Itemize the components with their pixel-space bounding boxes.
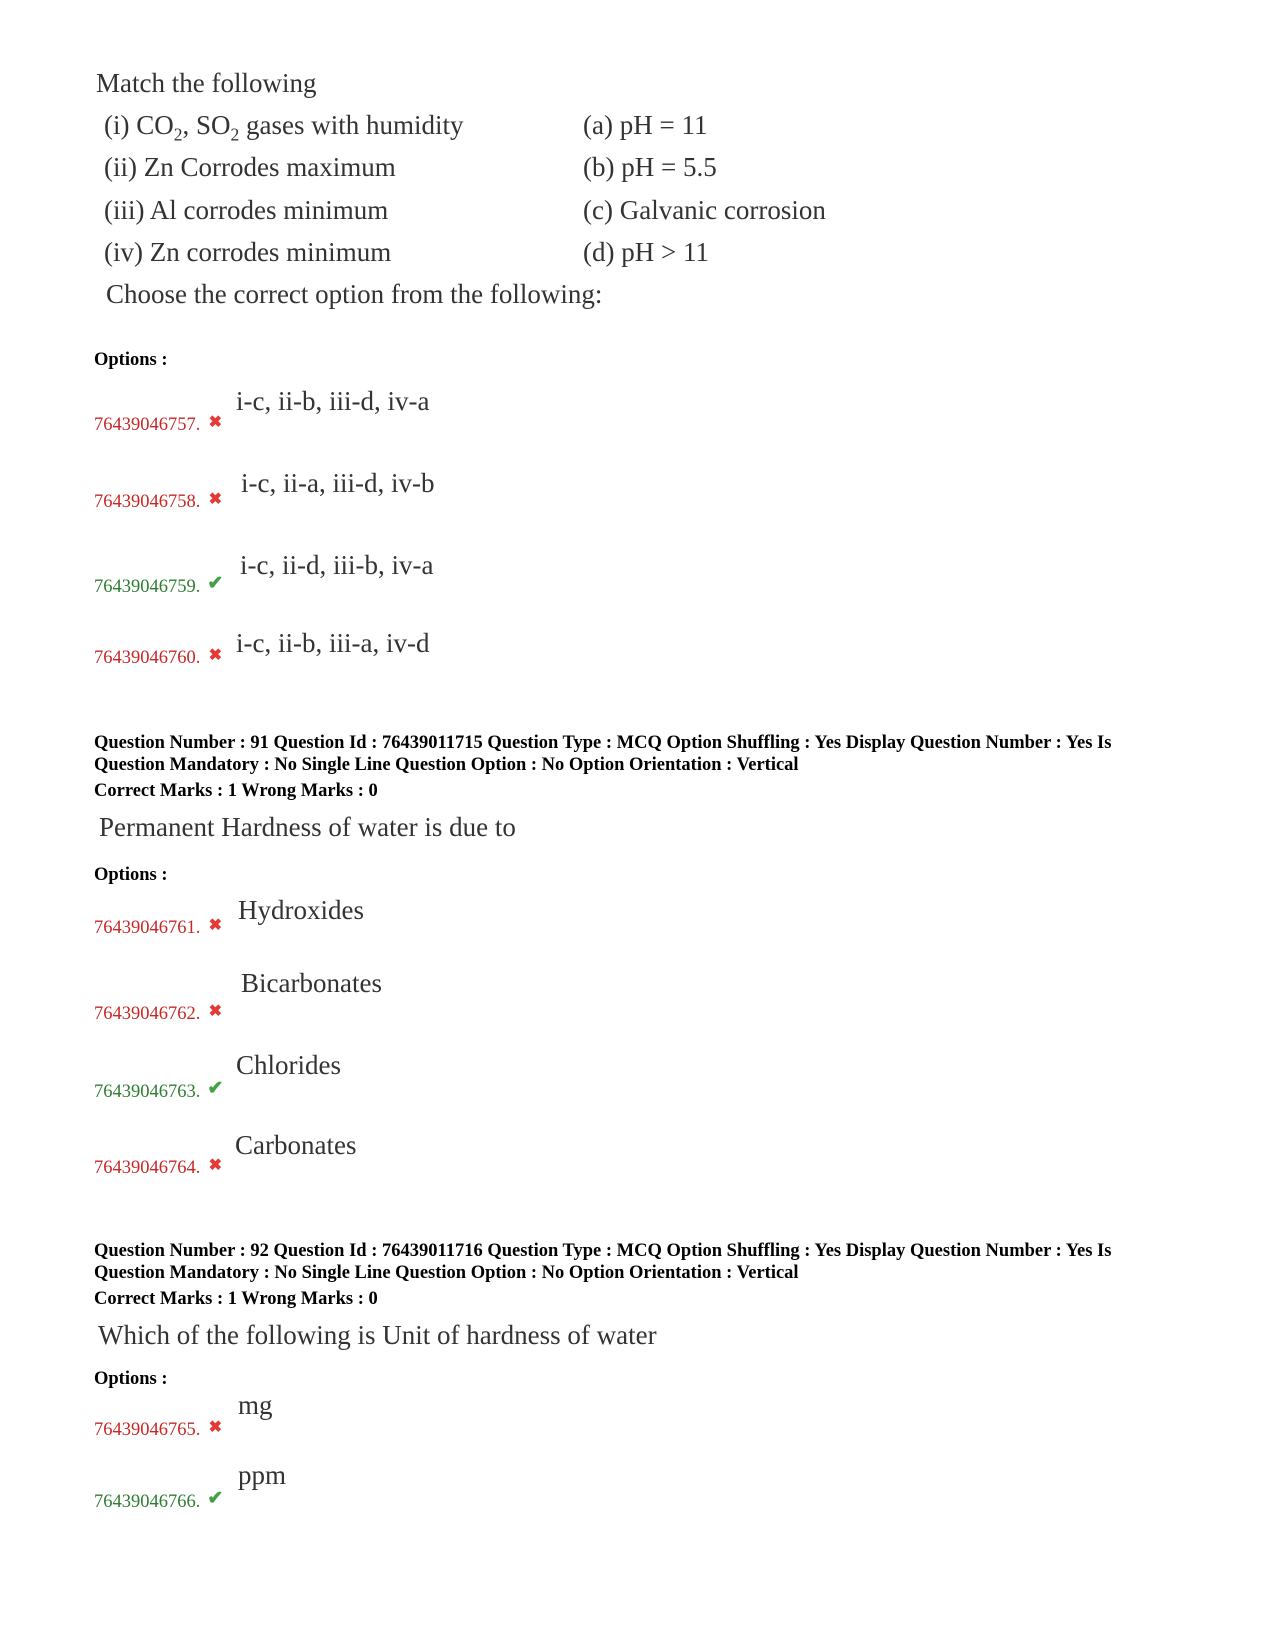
options-label: Options : [94, 350, 168, 370]
question-meta-line1: Question Number : 92 Question Id : 76439011716 Question Type : MCQ Option Shuffling : Yes Display Question Number : Yes Is [94, 1241, 1112, 1261]
option-row [94, 489, 224, 513]
option-row [94, 412, 224, 436]
option-row [94, 645, 224, 669]
option-row [94, 915, 224, 939]
question-meta-line1: Question Number : 91 Question Id : 76439011715 Question Type : MCQ Option Shuffling : Yes Display Question Number : Yes Is [94, 733, 1112, 753]
option-row [94, 1487, 224, 1513]
option-text: Bicarbonates [241, 968, 382, 998]
match-left-i: (i) $CO_2$, $SO_2$ gases with humidity [104, 110, 464, 145]
option-text: mg [238, 1390, 273, 1420]
options-label: Options : [94, 865, 168, 885]
cross-icon: ✖ [208, 917, 223, 934]
option-id: 76439046766. [94, 1492, 201, 1512]
option-row [94, 572, 224, 598]
option-id: 76439046764. [94, 1158, 201, 1178]
option-id: 76439046762. [94, 1004, 201, 1024]
option-row [94, 1077, 224, 1103]
cross-icon: ✖ [208, 1003, 223, 1020]
match-right-d: (d) pH > 11 [583, 237, 709, 267]
question-text: Permanent Hardness of water is due to [99, 812, 516, 842]
option-id: 76439046757. [94, 415, 201, 435]
option-text: Hydroxides [238, 895, 364, 925]
option-row [94, 1417, 224, 1441]
match-left-iii: (iii) Al corrodes minimum [104, 195, 389, 225]
option-text: i-c, ii-d, iii-b, iv-a [240, 550, 434, 580]
option-text: i-c, ii-a, iii-d, iv-b [241, 468, 435, 498]
option-text: i-c, ii-b, iii-a, iv-d [236, 628, 430, 658]
match-left-ii: (ii) Zn Corrodes maximum [104, 152, 396, 182]
match-right-a: (a) pH = 11 [583, 110, 708, 140]
option-id: 76439046765. [94, 1420, 201, 1440]
match-right-b: (b) pH = 5.5 [583, 152, 717, 182]
option-id: 76439046763. [94, 1082, 201, 1102]
option-text: Carbonates [235, 1130, 357, 1160]
question-intro: Match the following [96, 68, 317, 98]
option-id: 76439046758. [94, 492, 201, 512]
question-text: Which of the following is Unit of hardness of water [98, 1320, 657, 1350]
question-marks: Correct Marks : 1 Wrong Marks : 0 [94, 781, 378, 801]
option-id: 76439046759. [94, 577, 201, 597]
cross-icon: ✖ [208, 1419, 223, 1436]
check-icon: ✔ [207, 1078, 224, 1099]
question-meta-line2: Question Mandatory : No Single Line Question Option : No Option Orientation : Vertical [94, 1263, 799, 1283]
question-meta-line2: Question Mandatory : No Single Line Question Option : No Option Orientation : Vertical [94, 755, 799, 775]
check-icon: ✔ [207, 1488, 224, 1509]
cross-icon: ✖ [208, 1157, 223, 1174]
question-marks: Correct Marks : 1 Wrong Marks : 0 [94, 1289, 378, 1309]
options-label: Options : [94, 1369, 168, 1389]
option-id: 76439046761. [94, 918, 201, 938]
cross-icon: ✖ [208, 647, 223, 664]
option-row [94, 1155, 224, 1179]
option-text: i-c, ii-b, iii-d, iv-a [236, 386, 430, 416]
match-left-iv: (iv) Zn corrodes minimum [104, 237, 392, 267]
option-text: Chlorides [236, 1050, 341, 1080]
cross-icon: ✖ [208, 491, 223, 508]
option-row [94, 1001, 224, 1025]
choose-instruction: Choose the correct option from the following: [106, 279, 603, 309]
match-right-c: (c) Galvanic corrosion [583, 195, 826, 225]
option-text: ppm [238, 1460, 287, 1490]
check-icon: ✔ [207, 573, 224, 594]
option-id: 76439046760. [94, 648, 201, 668]
cross-icon: ✖ [208, 414, 223, 431]
